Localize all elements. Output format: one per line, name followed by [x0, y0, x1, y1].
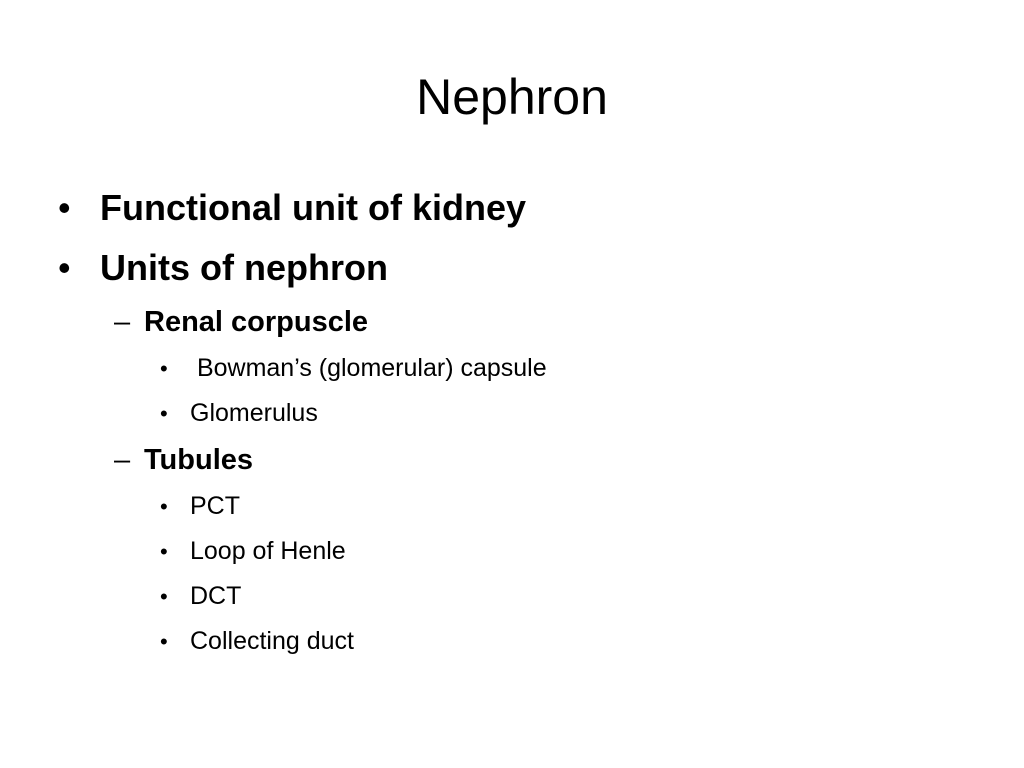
slide-title: Nephron — [416, 69, 608, 125]
list-item-text: PCT — [190, 492, 240, 520]
bullet-icon: • — [160, 494, 168, 519]
list-item-collecting-duct — [160, 623, 958, 668]
list-item-pct — [160, 488, 958, 533]
bullet-icon: • — [160, 539, 168, 564]
subheading-renal-corpuscle — [114, 302, 958, 350]
bullet-icon: • — [160, 584, 168, 609]
subheading-tubules — [114, 440, 958, 488]
slide-content — [58, 182, 958, 668]
list-item-text: Bowman’s (glomerular) capsule — [190, 354, 547, 382]
list-item-loop-of-henle — [160, 533, 958, 578]
bullet-text: Functional unit of kidney — [100, 187, 526, 228]
bullet-icon: • — [160, 356, 168, 381]
list-item-glomerulus — [160, 395, 958, 440]
list-item-text: Loop of Henle — [190, 537, 346, 565]
list-item-text: Glomerulus — [190, 399, 318, 427]
dash-icon: – — [114, 444, 131, 476]
bullet-icon: • — [160, 401, 168, 426]
list-item-text: Collecting duct — [190, 627, 354, 655]
list-item-text: DCT — [190, 582, 242, 610]
subheading-text: Renal corpuscle — [144, 306, 369, 338]
bullet-icon: • — [58, 187, 71, 228]
list-item-dct — [160, 578, 958, 623]
bullet-units-of-nephron — [58, 242, 958, 302]
bullet-functional-unit — [58, 182, 958, 242]
subheading-text: Tubules — [144, 444, 254, 476]
bullet-icon: • — [160, 629, 168, 654]
bullet-text: Units of nephron — [100, 247, 388, 288]
bullet-icon: • — [58, 247, 71, 288]
list-item-bowmans-capsule — [160, 350, 958, 395]
dash-icon: – — [114, 306, 131, 338]
